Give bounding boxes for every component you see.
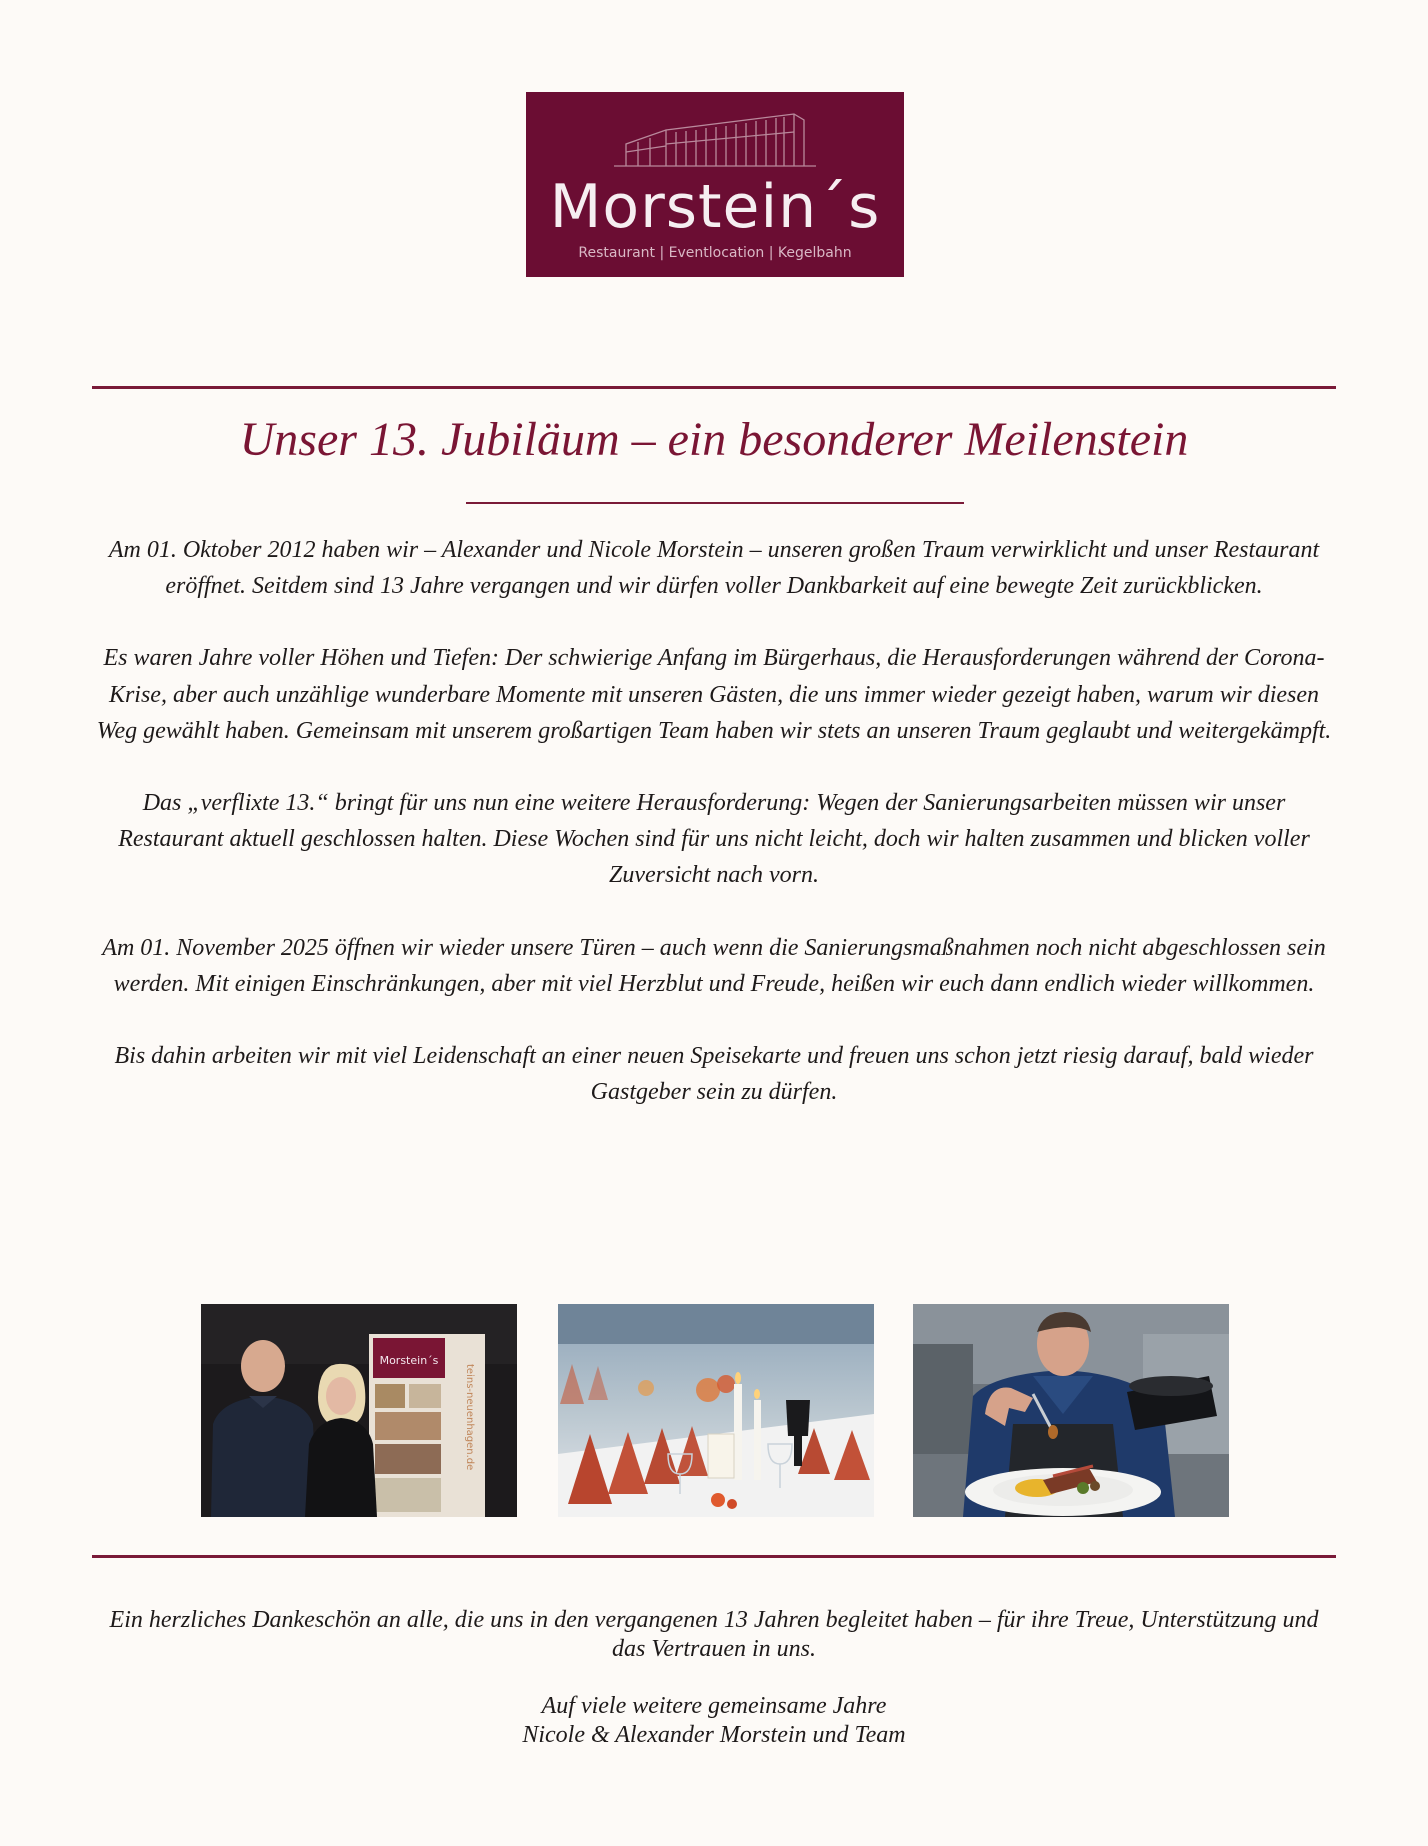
signoff bbox=[92, 1692, 1336, 1750]
divider-short bbox=[466, 502, 964, 504]
photo-strip bbox=[182, 1298, 1250, 1520]
paragraph-reopening: Am 01. November 2025 öffnen wir wieder unsere Türen – auch wenn die Sanierungsmaßnahmen noch nicht abgeschlossen sein werden. Mit einigen Einschränkungen, aber mit viel Herzblut und Freude, heißen wir euch dann endlich wieder willkommen. bbox=[102, 934, 1326, 997]
paragraph-opening: Am 01. Oktober 2012 haben wir – Alexander und Nicole Morstein – unseren großen Traum verwirklicht und unser Restaurant eröffnet. Seitdem sind 13 Jahre vergangen und wir dürfen voller Dankbarkeit auf eine bewegte Zeit zurückblicken. bbox=[108, 537, 1320, 600]
photo-table-setting bbox=[558, 1304, 874, 1517]
signoff-line-1: Auf viele weitere gemeinsame Jahre bbox=[541, 1693, 887, 1719]
logo-name: Morstein´s bbox=[549, 172, 881, 242]
signoff-line-2: Nicole & Alexander Morstein und Team bbox=[522, 1722, 906, 1748]
photo-chef-plating bbox=[913, 1304, 1229, 1517]
letter-body bbox=[92, 532, 1336, 1146]
page-title: Unser 13. Jubiläum – ein besonderer Meilenstein bbox=[239, 413, 1189, 466]
banner-logo-text: Morstein´s bbox=[379, 1354, 439, 1367]
paragraph-outlook: Bis dahin arbeiten wir mit viel Leidenschaft an einer neuen Speisekarte und freuen uns schon jetzt riesig darauf, bald wieder Gastgeber sein zu dürfen. bbox=[114, 1043, 1314, 1106]
divider-bottom bbox=[92, 1555, 1336, 1558]
closing-section bbox=[92, 1606, 1336, 1778]
paragraph-history: Es waren Jahre voller Höhen und Tiefen: Der schwierige Anfang im Bürgerhaus, die Herausforderungen während der Corona-Krise, aber auch unzählige wunderbare Momente mit unseren Gästen, die uns immer wieder gezeigt haben, warum wir diesen Weg gewählt haben. Gemeinsam mit unserem großartigen Team haben wir stets an unseren Traum geglaubt und weitergekämpft. bbox=[96, 645, 1332, 744]
logo-tagline: Restaurant | Eventlocation | Kegelbahn bbox=[578, 245, 852, 261]
banner-side-text: teins-neuenhagen.de bbox=[464, 1364, 475, 1471]
paragraph-renovation: Das „verflixte 13.“ bringt für uns nun eine weitere Herausforderung: Wegen der Sanierungsarbeiten müssen wir unser Restaurant aktuell geschlossen halten. Diese Wochen sind für uns nicht leicht, doch wir halten zusammen und blicken voller Zuversicht nach vorn. bbox=[118, 790, 1310, 889]
photo-owners bbox=[201, 1304, 517, 1517]
divider-top bbox=[92, 386, 1336, 389]
restaurant-logo bbox=[526, 92, 904, 277]
thanks-text: Ein herzliches Dankeschön an alle, die uns in den vergangenen 13 Jahren begleitet haben – für ihre Treue, Unterstützung und das Vertrauen in uns. bbox=[109, 1607, 1319, 1662]
